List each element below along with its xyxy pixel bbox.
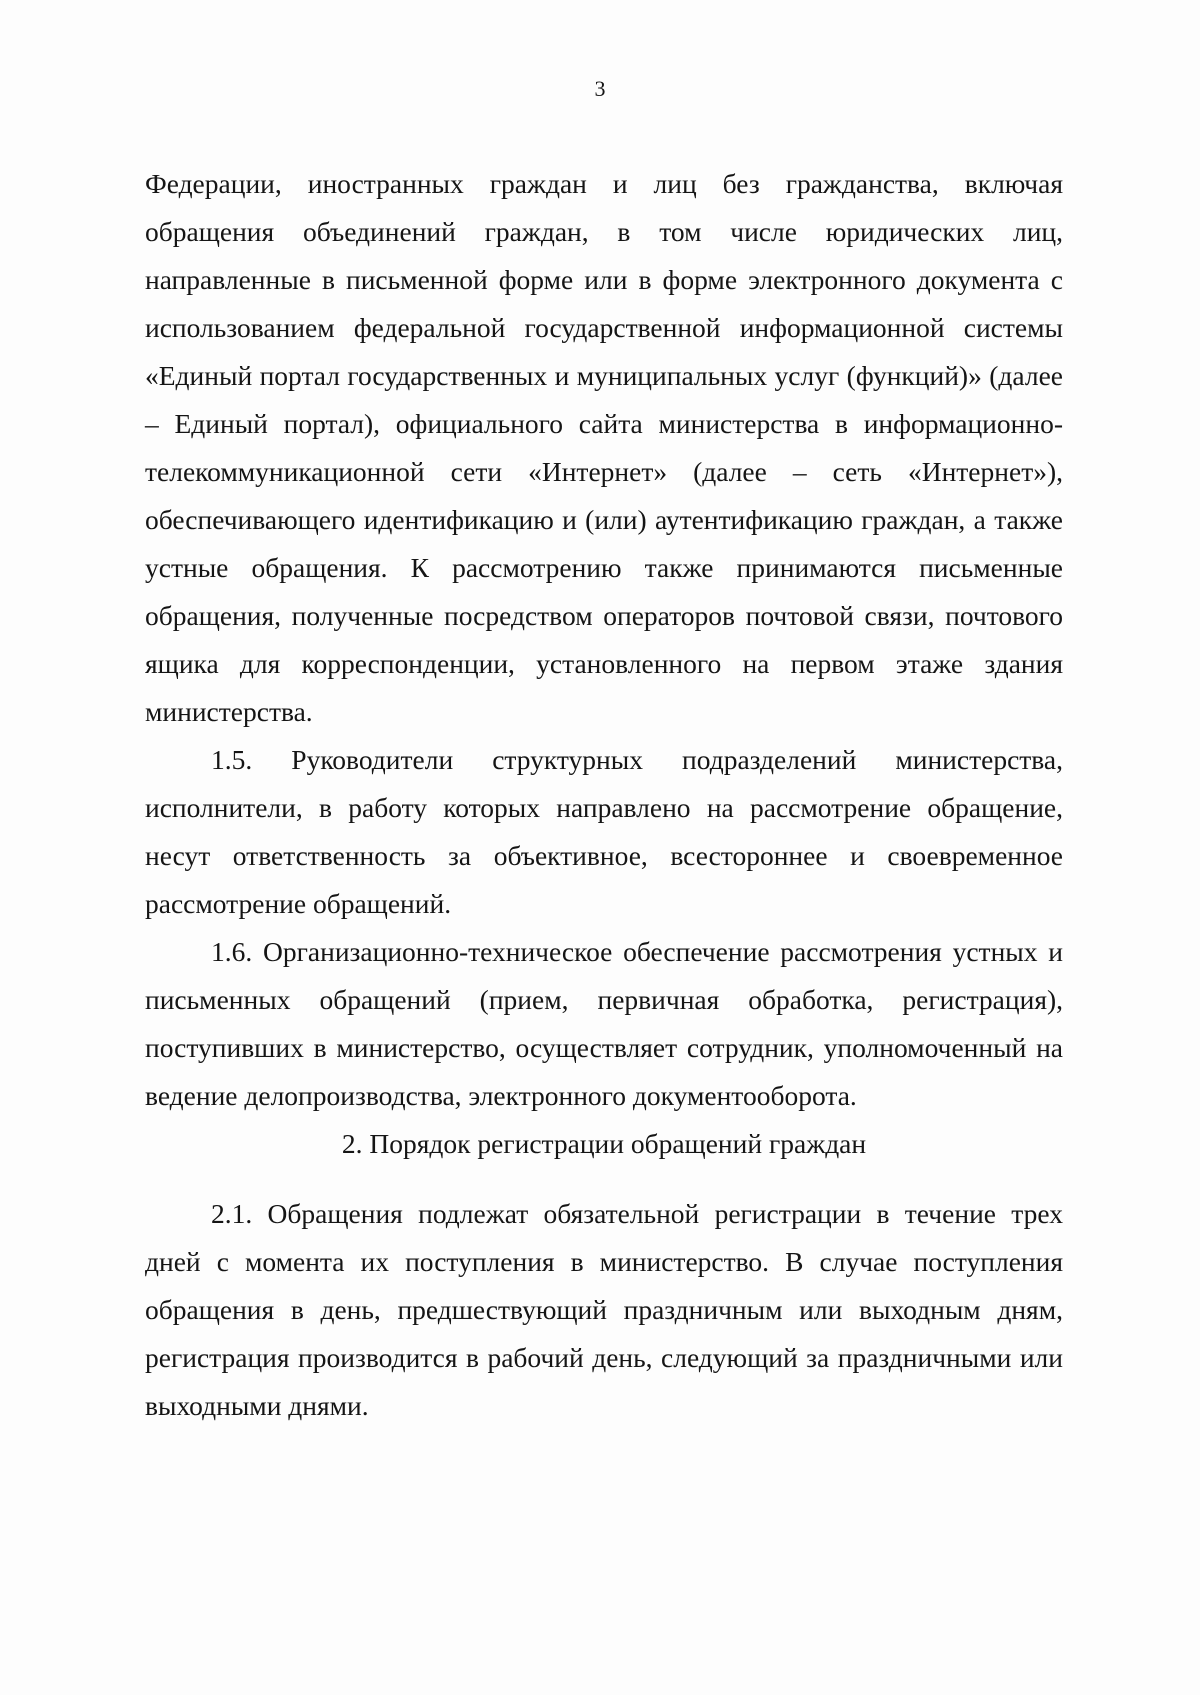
section-heading: 2. Порядок регистрации обращений граждан — [341, 1128, 867, 1159]
paragraph-1-6: 1.6. Организационно-техническое обеспечение рассмотрения устных и письменных обращений (прием, первичная обработка, регистрация), поступивших в министерство, осуществляет сотрудник, уполномоченный на ведение делопроизводства, электронного документооборота. — [145, 936, 1063, 1111]
paragraph-2-1: 2.1. Обращения подлежат обязательной регистрации в течение трех дней с момента их поступления в министерство. В случае поступления обращения в день, предшествующий праздничным или выходным дням, регистрация производится в рабочий день, следующий за праздничными или выходными днями. — [145, 1198, 1063, 1421]
paragraph-continuation: Федерации, иностранных граждан и лиц без гражданства, включая обращения объединений граждан, в том числе юридических лиц, направленные в письменной форме или в форме электронного документа с использованием федеральной государственной информационной системы «Единый портал государственных и муниципальных услуг (функций)» (далее – Единый портал), официального сайта министерства в информационно-телекоммуникационной сети «Интернет» (далее – сеть «Интернет»), обеспечивающего идентификацию и (или) аутентификацию граждан, а также устные обращения. К рассмотрению также принимаются письменные обращения, полученные посредством операторов почтовой связи, почтового ящика для корреспонденции, установленного на первом этаже здания министерства. — [145, 168, 1063, 727]
document-body — [145, 160, 1063, 1430]
paragraph-1-5: 1.5. Руководители структурных подразделений министерства, исполнители, в работу которых направлено на рассмотрение обращение, несут ответственность за объективное, всестороннее и своевременное рассмотрение обращений. — [145, 744, 1063, 919]
page-number: 3 — [594, 76, 606, 101]
